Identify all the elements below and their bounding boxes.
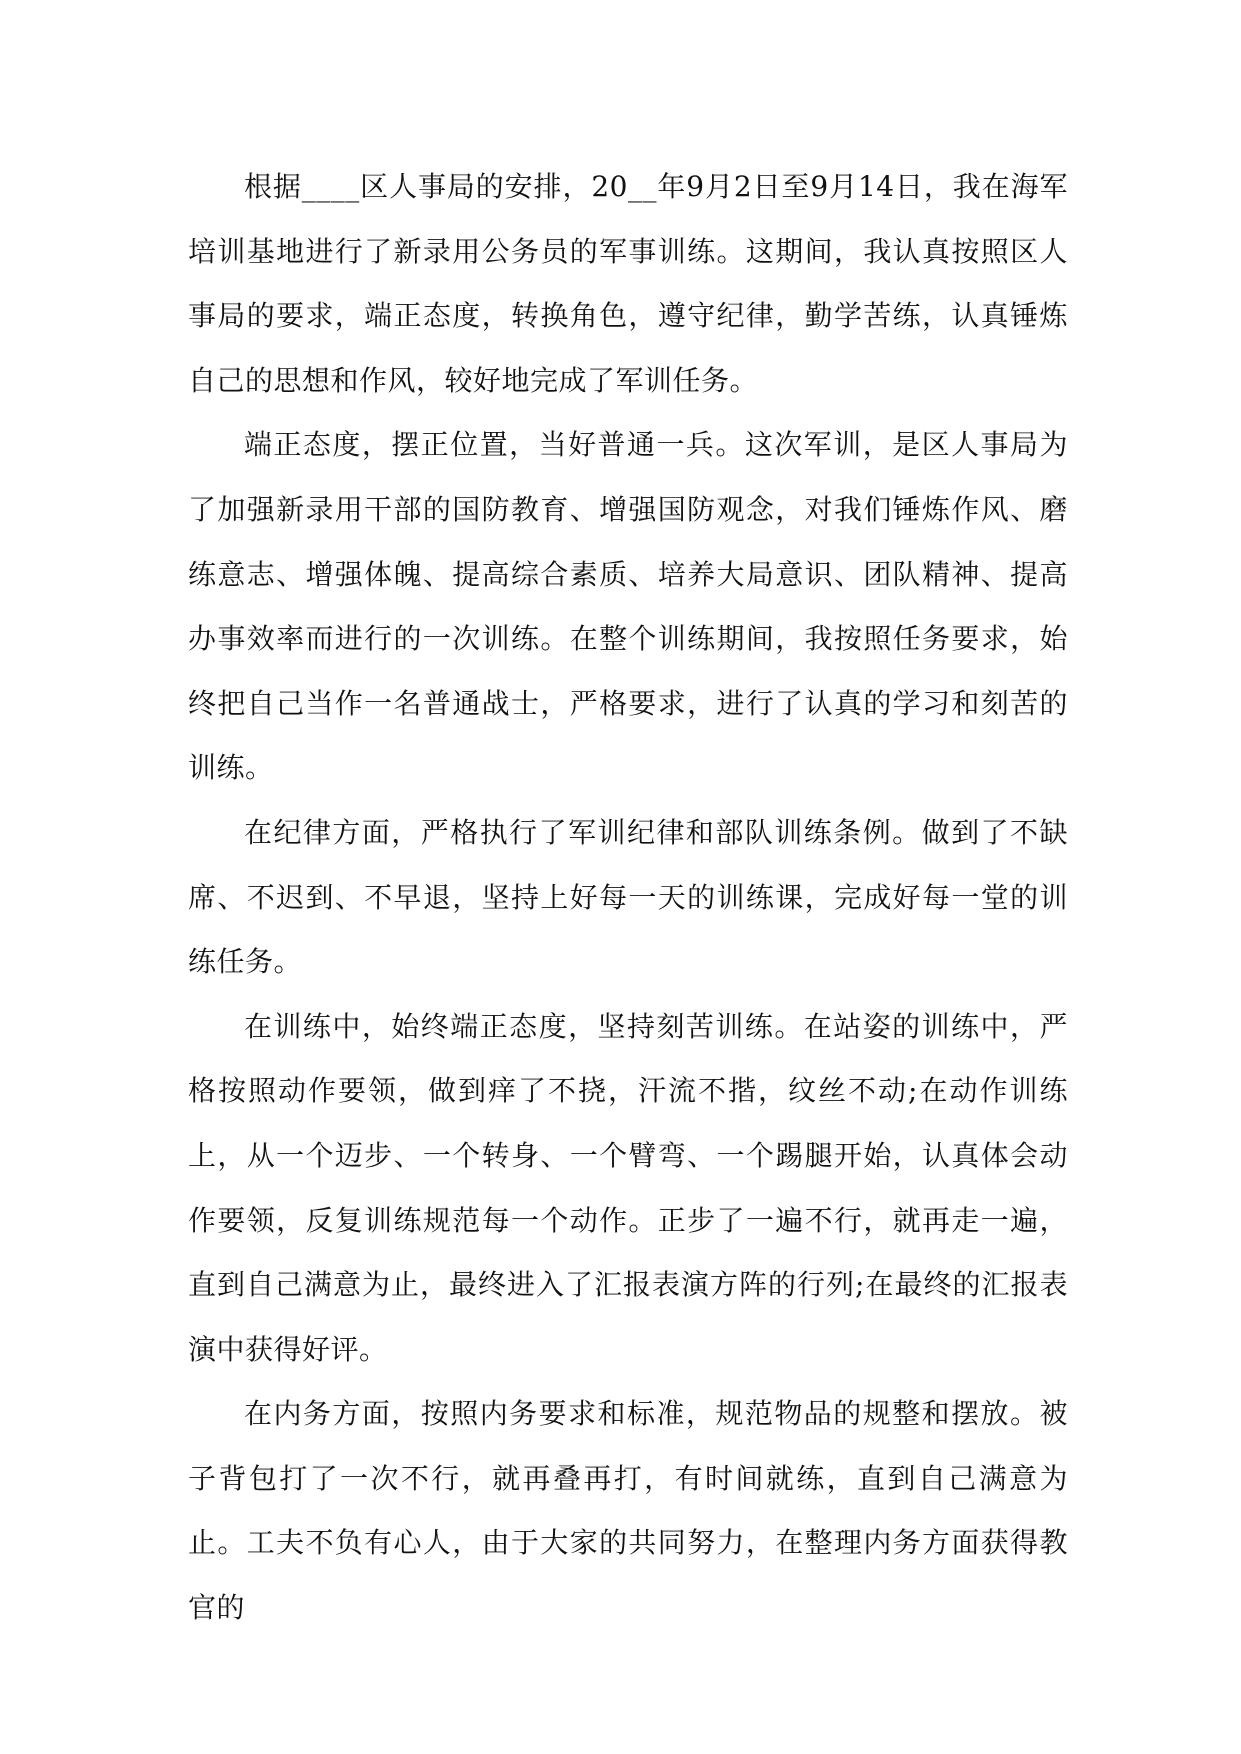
paragraph-5: 在内务方面，按照内务要求和标准，规范物品的规整和摆放。被子背包打了一次不行，就再叠再打，有时间就练，直到自己满意为止。工夫不负有心人，由于大家的共同努力，在整理内务方面获得教官的 xyxy=(188,1397,1068,1625)
document-body xyxy=(188,155,1068,1641)
paragraph-3: 在纪律方面，严格执行了军训纪律和部队训练条例。做到了不缺席、不迟到、不早退，坚持上好每一天的训练课，完成好每一堂的训练任务。 xyxy=(188,815,1068,979)
paragraph-1: 根据____区人事局的安排，20__年9月2日至9月14日，我在海军培训基地进行了新录用公务员的军事训练。这期间，我认真按照区人事局的要求，端正态度，转换角色，遵守纪律，勤学苦练，认真锤炼自己的思想和作风，较好地完成了军训任务。 xyxy=(188,170,1068,397)
paragraph-4: 在训练中，始终端正态度，坚持刻苦训练。在站姿的训练中，严格按照动作要领，做到痒了不挠，汗流不揩，纹丝不动;在动作训练上，从一个迈步、一个转身、一个臂弯、一个踢腿开始，认真体会动作要领，反复训练规范每一个动作。正步了一遍不行，就再走一遍，直到自己满意为止，最终进入了汇报表演方阵的行列;在最终的汇报表演中获得好评。 xyxy=(188,1009,1068,1366)
paragraph-2: 端正态度，摆正位置，当好普通一兵。这次军训，是区人事局为了加强新录用干部的国防教育、增强国防观念，对我们锤炼作风、磨练意志、增强体魄、提高综合素质、培养大局意识、团队精神、提高办事效率而进行的一次训练。在整个训练期间，我按照任务要求，始终把自己当作一名普通战士，严格要求，进行了认真的学习和刻苦的训练。 xyxy=(188,428,1068,785)
